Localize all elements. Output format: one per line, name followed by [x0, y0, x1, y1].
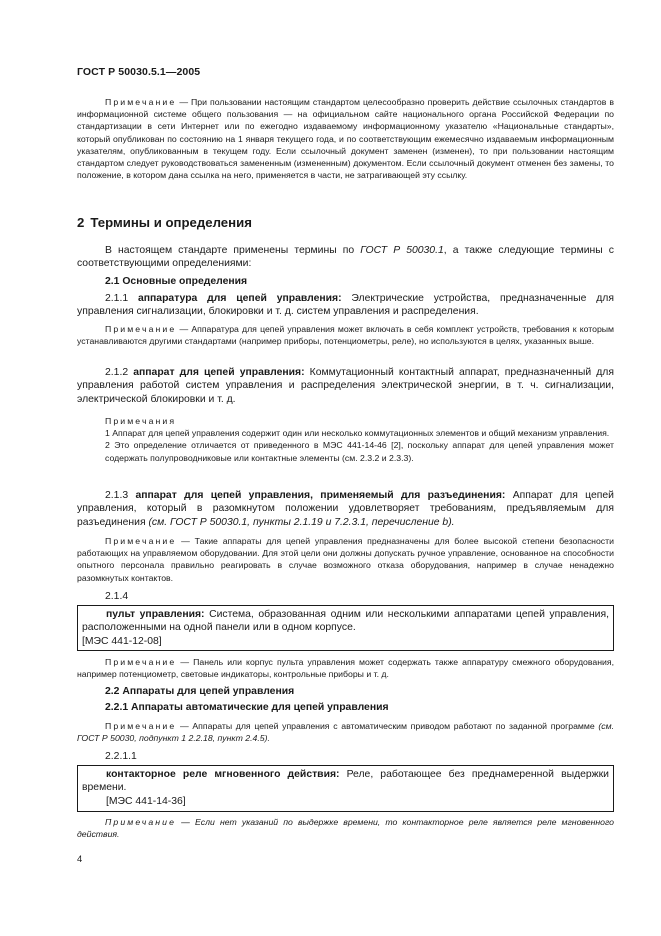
note-2-1-2 — [77, 415, 614, 464]
intro-text-after: , а также следующие термины с соответствующими определениями: — [77, 245, 614, 270]
note-label: Примечание — [105, 817, 177, 827]
note-2-2-1 — [77, 720, 614, 744]
term-number: 2.1.3 — [105, 490, 129, 501]
term-number: 2.1.2 — [105, 367, 129, 378]
term-number: 2.1.1 — [105, 293, 129, 304]
term-2-1-2 — [77, 366, 614, 406]
note-2-2-1-1 — [77, 816, 614, 840]
term-2-1-3 — [77, 489, 614, 529]
subsection-2-2-1-heading: 2.2.1 Аппараты автоматические для цепей управления — [105, 702, 389, 713]
intro-text-before: В настоящем стандарте применены термины по — [105, 245, 361, 256]
term-name: аппаратура для цепей управления: — [137, 293, 342, 304]
term-2-2-1-1-box — [77, 765, 614, 812]
term-2-1-1 — [77, 292, 614, 319]
term-name: аппарат для цепей управления: — [133, 367, 305, 378]
term-2-1-4-number: 2.1.4 — [105, 591, 129, 602]
note-2-1-4 — [77, 656, 614, 680]
term-2-2-1-1-number: 2.2.1.1 — [105, 751, 137, 762]
note-label: Примечание — [105, 721, 177, 731]
note-text: — Аппаратура для цепей управления может включать в себя комплект устройств, требования к которым устанавливаются другими стандартами (например приборы, потенциометры, реле), но используются в целях, указанных выше. — [77, 324, 614, 347]
note-text: — При пользовании настоящим стандартом целесообразно проверить действие ссылочных стандартов в информационной системе общего пользования — на официальном сайте национального органа Российской Федерации по стандартизации в сети Интернет или по ежегодно издаваемому информационному указателю «Национальные стандарты», который опубликован по состоянию на 1 января текущего года, и по соответствующим ежемесячно издаваемым информационным указателям, опубликованным в текущем году. Если ссылочный документ заменен (изменен), то при пользовании настоящим стандартом следует руководствоваться замененным (измененным) документом. Если ссылочный документ отменен без замены, то положение, в котором дана ссылка на него, применяется в части, не затрагивающей эту ссылку. — [77, 97, 614, 181]
note-item: 2 Это определение отличается от приведенного в МЭС 441-14-46 [2], поскольку аппарат для цепей управления может содержать полупроводниковые или контактные элементы (см. 2.3.2 и 2.3.3). — [105, 440, 614, 463]
note-label: Примечание — [105, 657, 177, 667]
section-heading — [77, 215, 252, 230]
intro-note — [77, 96, 614, 181]
note-text: — Если нет указаний по выдержке времени, то контакторное реле является реле мгновенного действия. — [77, 817, 614, 840]
notes-label: Примечания — [105, 416, 177, 426]
term-source-reference: [МЭС 441-12-08] — [82, 635, 162, 647]
subsection-2-2-heading: 2.2 Аппараты для цепей управления — [105, 686, 295, 697]
note-item: 1 Аппарат для цепей управления содержит один или несколько коммутационных элементов и общий механизм управления. — [105, 428, 610, 439]
term-name: аппарат для цепей управления, применяемый для разъединения: — [135, 490, 506, 501]
note-label: Примечание — [105, 324, 177, 334]
term-definition: Аппарат для цепей управления, который в разомкнутом положении удовлетворяет требованиям, предъявляемым для разъединения — [77, 490, 614, 528]
term-definition: Реле, работающее без преднамеренной выдержки времени. — [82, 769, 609, 794]
note-text: — Аппараты для цепей управления с автоматическим приводом работают по заданной программе — [176, 721, 599, 731]
note-text: — Такие аппараты для цепей управления предназначены для более высокой степени безопасности работающих на управляемом оборудовании. Для этой цели они должны допускать ручное управление, основанное на способности опытного персонала правильно реагировать в случае возможного отказа оборудования, например в случае ненадежно разомкнутых контактов. — [77, 536, 614, 583]
note-label: Примечание — [105, 536, 177, 546]
term-2-1-4-box — [77, 605, 614, 651]
section-number: 2 — [77, 215, 85, 230]
note-2-1-3 — [77, 535, 614, 584]
term-name: контакторное реле мгновенного действия: — [106, 769, 340, 780]
term-definition: Электрические устройства, предназначенные для управления сигнализации, блокировки и т. д. систем управления и распределения. — [77, 293, 614, 318]
page-number: 4 — [77, 853, 83, 864]
intro-paragraph — [77, 244, 614, 271]
term-source-reference: [МЭС 441-14-36] — [106, 795, 186, 807]
term-definition: Коммутационный контактный аппарат, предназначенный для управления работой систем управления и распределения электрической энергии, в т. ч. сигнализации, электрической блокировки и т. д. — [77, 367, 614, 405]
intro-reference: ГОСТ Р 50030.1 — [360, 245, 444, 256]
section-title: Термины и определения — [90, 215, 252, 230]
term-reference: (см. ГОСТ Р 50030.1, пункты 2.1.19 и 7.2.3.1, перечисление b). — [148, 516, 455, 528]
subsection-2-1-heading: 2.1 Основные определения — [105, 276, 248, 287]
term-name: пульт управления: — [106, 609, 205, 620]
note-text: — Панель или корпус пульта управления может содержать также аппаратуру смежного оборудования, например потенциометр, световые индикаторы, контрольные приборы и т. д. — [77, 657, 614, 680]
term-definition: Система, образованная одним или несколькими аппаратами цепей управления, расположенными на одной панели или в одном корпусе. — [82, 609, 609, 634]
note-label: Примечание — [105, 97, 177, 107]
note-2-1-1 — [77, 323, 614, 347]
document-header: ГОСТ Р 50030.5.1—2005 — [77, 66, 201, 78]
note-reference: (см. ГОСТ Р 50030, подпункт 1 2.2.18, пункт 2.4.5). — [77, 721, 614, 744]
